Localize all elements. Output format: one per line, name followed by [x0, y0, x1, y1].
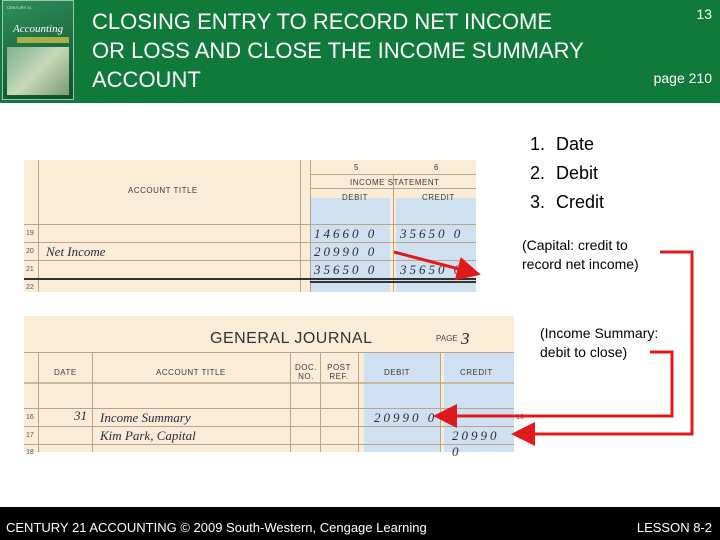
worksheet-debit-total: 35650 0 [314, 262, 378, 277]
credit-header: CREDIT [460, 368, 493, 377]
date-header: DATE [54, 368, 77, 377]
account-title-header: ACCOUNT TITLE [156, 368, 226, 377]
arrow-capital [514, 252, 692, 434]
footer-lesson: LESSON 8-2 [636, 520, 712, 535]
row-number: 18 [26, 449, 34, 456]
page-reference: page 210 [653, 70, 712, 86]
row-number: 22 [26, 284, 34, 291]
journal-page-number: 3 [461, 329, 470, 348]
row-number: 17 [26, 432, 34, 439]
journal-credit-amount: 20990 0 [452, 428, 500, 459]
journal-debit-amount: 20990 0 [374, 410, 438, 425]
row-number: 21 [26, 266, 34, 273]
account-title-header: ACCOUNT TITLE [128, 186, 198, 195]
debit-header: DEBIT [342, 193, 369, 202]
income-statement-header: INCOME STATEMENT [350, 178, 440, 187]
arrow-income-summary [436, 352, 672, 416]
row-number: 19 [26, 230, 34, 237]
callout-line: (Income Summary: [540, 325, 659, 341]
row-number-right: 17 [516, 432, 524, 439]
callout-line: record net income) [522, 256, 639, 272]
step-number: 3. [530, 192, 546, 212]
journal-page-label: PAGE [436, 334, 458, 343]
doc-no-header: DOC. NO. [295, 363, 317, 381]
row-number-right: 16 [516, 414, 524, 421]
slide-footer [0, 507, 720, 540]
credit-header: CREDIT [422, 193, 455, 202]
step-number: 2. [530, 163, 546, 183]
book-title: Accounting [13, 23, 64, 35]
column-number: 6 [434, 163, 439, 172]
callout-line: debit to close) [540, 344, 628, 360]
step-number: 1. [530, 134, 546, 154]
arrow-net-income [394, 252, 478, 274]
worksheet-credit-total: 35650 0 [400, 262, 464, 277]
row-number: 16 [26, 414, 34, 421]
debit-header: DEBIT [384, 368, 411, 377]
book-brand: CENTURY 21 [7, 5, 32, 10]
worksheet-credit-amount: 35650 0 [400, 226, 464, 241]
step-label: Date [556, 134, 595, 154]
step-label: Credit [556, 192, 605, 212]
income-summary-account: Income Summary [100, 410, 191, 425]
callout-line: (Capital: credit to [522, 237, 628, 253]
title-line: ACCOUNT [92, 67, 201, 92]
net-income-amount: 20990 0 [314, 244, 378, 259]
title-line: CLOSING ENTRY TO RECORD NET INCOME [92, 9, 553, 34]
post-ref-header: POST REF. [327, 363, 351, 381]
net-income-account: Net Income [46, 244, 106, 259]
entry-day: 31 [74, 408, 87, 423]
worksheet-debit-amount: 14660 0 [314, 226, 378, 241]
footer-copyright: CENTURY 21 ACCOUNTING © 2009 South-Western, Cengage Learning [6, 520, 427, 535]
capital-account: Kim Park, Capital [100, 428, 196, 443]
title-line: OR LOSS AND CLOSE THE INCOME SUMMARY [92, 38, 584, 63]
slide-number: 13 [696, 6, 712, 22]
column-number: 5 [354, 163, 359, 172]
step-label: Debit [556, 163, 599, 183]
row-number: 20 [26, 248, 34, 255]
journal-title: GENERAL JOURNAL [210, 330, 373, 347]
